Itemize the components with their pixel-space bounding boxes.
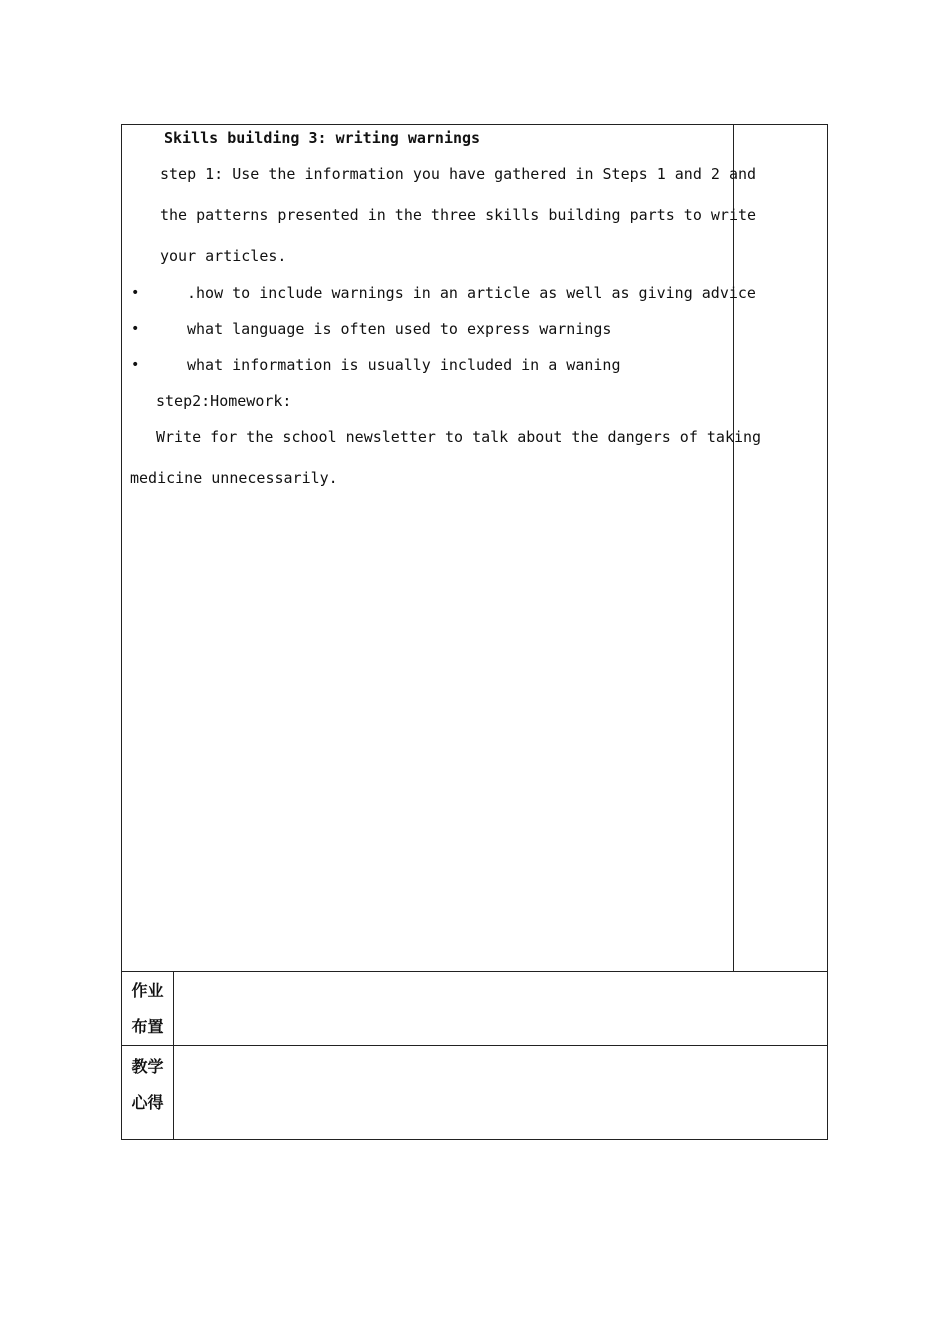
homework-label <box>122 973 173 1045</box>
bullet-icon: • <box>131 321 140 337</box>
homework-line-2: medicine unnecessarily. <box>130 469 338 487</box>
homework-label-line-1: 作业 <box>131 981 164 1000</box>
reflection-response-cell <box>174 1045 827 1139</box>
lesson-content-cell <box>122 125 762 971</box>
reflection-label-line-1: 教学 <box>131 1057 164 1076</box>
reflection-label <box>122 1049 173 1121</box>
bullet-icon: • <box>131 285 140 301</box>
step1-line-2: the patterns presented in the three skills building parts to write <box>160 206 757 224</box>
step1-line-1: step 1: Use the information you have gathered in Steps 1 and 2 and <box>160 165 757 183</box>
reflection-label-line-2: 心得 <box>131 1093 164 1112</box>
bullet-item-1: .how to include warnings in an article as well as giving advice <box>187 284 756 302</box>
bullet-item-3: what information is usually included in a waning <box>187 356 621 374</box>
bullet-icon: • <box>131 357 140 373</box>
homework-line-1: Write for the school newsletter to talk about the dangers of taking <box>156 428 762 446</box>
lesson-table <box>121 124 828 1140</box>
section-title: Skills building 3: writing warnings <box>164 129 481 147</box>
notes-cell <box>734 125 827 971</box>
step2-heading: step2:Homework: <box>156 392 292 410</box>
homework-response-cell <box>174 971 827 1045</box>
homework-label-line-2: 布置 <box>131 1017 164 1036</box>
step1-line-3: your articles. <box>160 247 287 265</box>
bullet-item-2: what language is often used to express warnings <box>187 320 612 338</box>
